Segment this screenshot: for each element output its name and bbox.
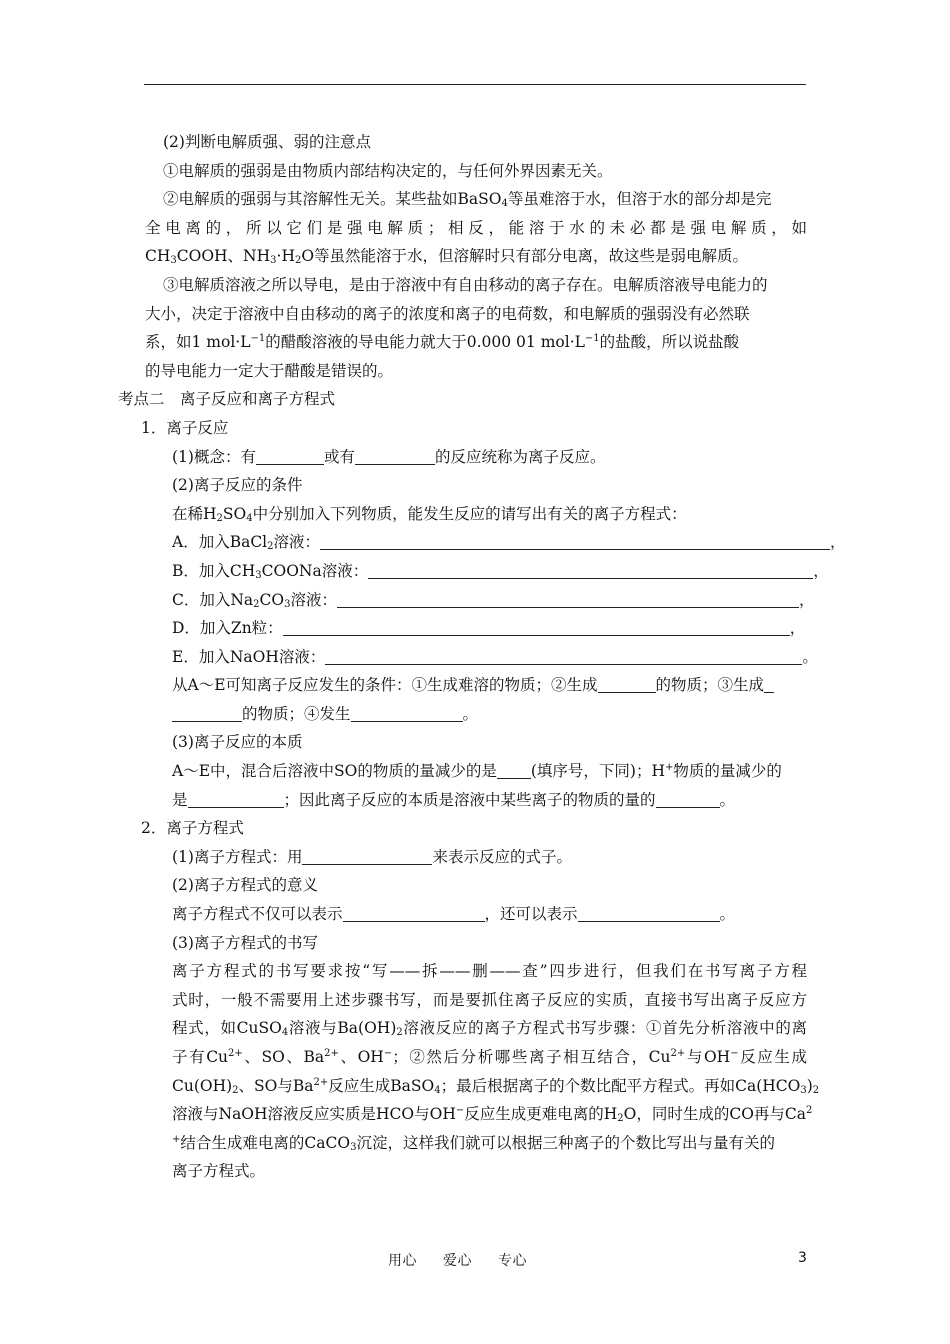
- text: 反应生成: [738, 1048, 807, 1066]
- answer-blank[interactable]: [578, 903, 720, 922]
- text: 子有Cu: [172, 1048, 229, 1066]
- section-heading: [118, 385, 807, 414]
- subscript: 2: [232, 1084, 239, 1096]
- fill-line: [145, 671, 807, 700]
- superscript: 2+: [670, 1048, 686, 1059]
- fill-line: [145, 643, 818, 672]
- subscript: 4: [246, 512, 253, 524]
- text: 、OH: [338, 1048, 384, 1066]
- answer-blank[interactable]: [325, 646, 802, 665]
- text: 从A～E可知离子反应发生的条件：①生成难溶的物质；②生成: [172, 676, 598, 695]
- text: CH: [145, 247, 171, 266]
- answer-blank[interactable]: [764, 674, 774, 693]
- paragraph-line: [145, 986, 807, 1015]
- fill-line: [145, 614, 807, 643]
- text: 1．离子反应: [141, 418, 229, 437]
- subheading: [145, 728, 807, 757]
- paragraph-line: [145, 1157, 807, 1186]
- subheading: [145, 929, 807, 958]
- item-heading: [141, 414, 807, 443]
- paragraph-line: [145, 957, 807, 986]
- text: Cu(OH): [172, 1076, 233, 1095]
- subheading: [145, 871, 807, 900]
- text: 系，如1 mol·L: [145, 333, 251, 352]
- superscript: +: [172, 1133, 181, 1145]
- subscript: 2: [216, 512, 223, 524]
- text: ①电解质的强弱是由物质内部结构决定的，与任何外界因素无关。: [163, 161, 613, 180]
- text: (2)判断电解质强、弱的注意点: [163, 133, 371, 151]
- text: ，: [789, 619, 806, 638]
- text: 的盐酸，所以说盐酸: [599, 333, 740, 352]
- subscript: 2: [617, 1113, 624, 1125]
- text: 。: [719, 905, 736, 924]
- motto-word: 爱心: [443, 1253, 472, 1269]
- paragraph-line: [145, 1014, 807, 1043]
- text: ；因此离子反应的本质是溶液中某些离子的物质的量的: [283, 790, 656, 809]
- text: 中分别加入下列物质，能发生反应的请写出有关的离子方程式：: [252, 504, 687, 523]
- answer-blank[interactable]: [656, 789, 720, 808]
- text: ③电解质溶液之所以导电，是由于溶液中有自由移动的离子存在。电解质溶液导电能力的: [163, 275, 768, 294]
- subscript: 3: [350, 1141, 357, 1153]
- superscript: −: [383, 1048, 393, 1059]
- text: 溶液与Ba(OH): [288, 1019, 397, 1038]
- text: 反应生成更难电离的H: [464, 1105, 618, 1124]
- text: 在稀H: [172, 504, 217, 523]
- answer-blank[interactable]: [355, 446, 435, 465]
- text: 。: [462, 704, 479, 723]
- item-heading: [141, 814, 807, 843]
- text: ②电解质的强弱与其溶解性无关。某些盐如BaSO: [163, 190, 502, 209]
- motto-word: 专心: [498, 1253, 527, 1269]
- text: ，: [830, 533, 846, 552]
- text: ；②然后分析哪些离子相互结合，Cu: [392, 1048, 671, 1066]
- text: 。: [719, 790, 736, 809]
- paragraph-line: [145, 1100, 813, 1129]
- superscript: −: [455, 1105, 465, 1117]
- paragraph-line: [145, 242, 807, 271]
- fill-line: [145, 557, 829, 586]
- text: 溶液与NaOH溶液反应实质是HCO与OH: [172, 1105, 456, 1124]
- text: 式时，一般不需要用上述步骤书写，而是要抓住离子反应的实质，直接书写出离子反应方: [172, 990, 807, 1009]
- paragraph-line: [145, 157, 807, 186]
- superscript: +: [664, 762, 674, 774]
- text: (填序号，下同)；H: [530, 762, 665, 781]
- text: ，还可以表示: [484, 905, 578, 924]
- answer-blank[interactable]: [337, 589, 799, 608]
- text: 全电离的，所以它们是强电解质；相反，能溶于水的未必都是强电解质，如: [145, 218, 807, 237]
- text: 等虽难溶于水，但溶于水的部分却是完: [507, 190, 772, 209]
- answer-blank[interactable]: [497, 760, 531, 779]
- answer-blank[interactable]: [172, 703, 242, 722]
- text: 的物质；④发生: [242, 704, 351, 723]
- fill-line: [145, 786, 807, 815]
- paragraph-line: [145, 214, 807, 243]
- text: 大小，决定于溶液中自由移动的离子的浓度和离子的电荷数，和电解质的强弱没有必然联: [145, 304, 750, 323]
- fill-line: [145, 843, 807, 872]
- text: (3)离子方程式的书写: [172, 933, 318, 952]
- motto-word: 用心: [388, 1253, 417, 1269]
- text: ，: [799, 590, 815, 609]
- fill-line: [145, 443, 807, 472]
- text: COOH、NH: [176, 247, 271, 266]
- superscript: −1: [584, 333, 600, 345]
- superscript: −1: [250, 333, 266, 345]
- fill-line: [145, 700, 807, 729]
- text: A．加入BaCl: [172, 533, 268, 552]
- subscript: 4: [501, 198, 508, 210]
- subscript: 4: [281, 1027, 289, 1039]
- superscript: 2+: [228, 1048, 243, 1059]
- subscript: 2: [294, 255, 302, 267]
- superscript: −: [730, 1048, 739, 1059]
- text: 来表示反应的式子。: [432, 847, 572, 866]
- paragraph-line: [145, 1129, 807, 1158]
- fill-line: [145, 586, 815, 615]
- text: A～E中，混合后溶液中SO的物质的量减少的是: [172, 762, 497, 781]
- text: CO: [259, 590, 285, 609]
- text: COONa溶液：: [261, 561, 369, 580]
- answer-blank[interactable]: [343, 903, 485, 922]
- text: 的醋酸溶液的导电能力就大于0.000 01 mol·L: [265, 333, 585, 352]
- text: ；最后根据离子的个数比配平方程式。再如Ca(HCO: [440, 1076, 801, 1095]
- paragraph-line: [145, 1072, 820, 1101]
- answer-blank[interactable]: [351, 703, 463, 722]
- subscript: 2: [267, 541, 274, 553]
- paragraph-line: [145, 1043, 807, 1072]
- paragraph-line: [145, 271, 807, 300]
- text: 程式，如CuSO: [172, 1019, 282, 1038]
- text: D．加入Zn粒：: [172, 619, 283, 638]
- subscript: 2: [812, 1084, 820, 1096]
- answer-blank[interactable]: [302, 846, 432, 865]
- text: ，: [813, 561, 829, 580]
- answer-blank[interactable]: [368, 560, 813, 579]
- text: 物质的量减少的: [673, 762, 782, 781]
- text: 、SO、Ba: [242, 1048, 325, 1066]
- text: 2．离子方程式: [141, 819, 244, 838]
- subscript: 3: [284, 598, 291, 610]
- page-body: [118, 128, 846, 1186]
- text: C．加入Na: [172, 590, 254, 609]
- subscript: 2: [253, 598, 260, 610]
- text: 与OH: [685, 1048, 731, 1066]
- text: 的反应统称为离子反应。: [434, 447, 606, 466]
- text: (1)离子方程式：用: [172, 847, 303, 866]
- text: ·H: [276, 247, 295, 266]
- text: 或有: [323, 447, 355, 466]
- text: E．加入NaOH溶液：: [172, 647, 326, 666]
- subscript: 3: [255, 569, 262, 581]
- text: 离子方程式不仅可以表示: [172, 905, 343, 924]
- subscript: 3: [170, 255, 177, 267]
- text: 的物质；③生成: [655, 676, 765, 695]
- page-number: 3: [798, 1250, 807, 1266]
- text: 离子方程式的书写要求按“写——拆——删——查”四步进行，但我们在书写离子方程: [172, 962, 807, 981]
- text: (3)离子反应的本质: [172, 733, 303, 752]
- answer-blank[interactable]: [320, 531, 830, 550]
- text: 、SO与Ba: [238, 1076, 314, 1095]
- superscript: 2+: [324, 1048, 339, 1059]
- text: 。: [802, 647, 818, 666]
- text: 是: [172, 790, 188, 809]
- fill-line: [145, 900, 807, 929]
- fill-line: [145, 757, 807, 786]
- text: 沉淀，这样我们就可以根据三种离子的个数比写出与量有关的: [356, 1133, 775, 1152]
- text: 溶液反应的离子方程式书写步骤：①首先分析溶液中的离: [402, 1019, 807, 1038]
- text: 考点二 离子反应和离子方程式: [118, 390, 336, 409]
- superscript: 2+: [313, 1076, 329, 1088]
- text: 离子方程式。: [172, 1162, 266, 1181]
- answer-blank[interactable]: [598, 674, 656, 693]
- header-rule: [144, 84, 806, 85]
- text: 的导电能力一定大于醋酸是错误的。: [145, 361, 394, 380]
- text: O等虽然能溶于水，但溶解时只有部分电离，故这些是弱电解质。: [301, 247, 749, 266]
- paragraph-line: [145, 300, 807, 329]
- text: (1)概念：有: [172, 447, 256, 466]
- subheading: [145, 128, 807, 157]
- answer-blank[interactable]: [256, 446, 324, 465]
- text: SO: [222, 504, 247, 523]
- paragraph-line: [145, 357, 807, 386]
- fill-line: [145, 528, 846, 557]
- answer-blank[interactable]: [283, 617, 790, 636]
- footer-motto: [388, 1250, 553, 1270]
- paragraph-line: [145, 328, 807, 357]
- subscript: 2: [396, 1027, 403, 1039]
- text: O，同时生成的CO再与Ca: [623, 1105, 807, 1124]
- subscript: 3: [270, 255, 277, 267]
- text: (2)离子反应的条件: [172, 476, 303, 495]
- text: (2)离子方程式的意义: [172, 876, 318, 895]
- text: 反应生成BaSO: [328, 1076, 435, 1095]
- paragraph-line: [145, 185, 807, 214]
- superscript: 2: [806, 1105, 813, 1117]
- subscript: 3: [800, 1084, 807, 1096]
- paragraph-line: [145, 500, 807, 529]
- text: ): [806, 1076, 813, 1095]
- text: 溶液：: [273, 533, 321, 552]
- answer-blank[interactable]: [188, 789, 284, 808]
- subscript: 4: [434, 1084, 441, 1096]
- text: B．加入CH: [172, 561, 256, 580]
- subheading: [145, 471, 807, 500]
- text: 溶液：: [290, 590, 338, 609]
- text: 结合生成难电离的CaCO: [180, 1133, 351, 1152]
